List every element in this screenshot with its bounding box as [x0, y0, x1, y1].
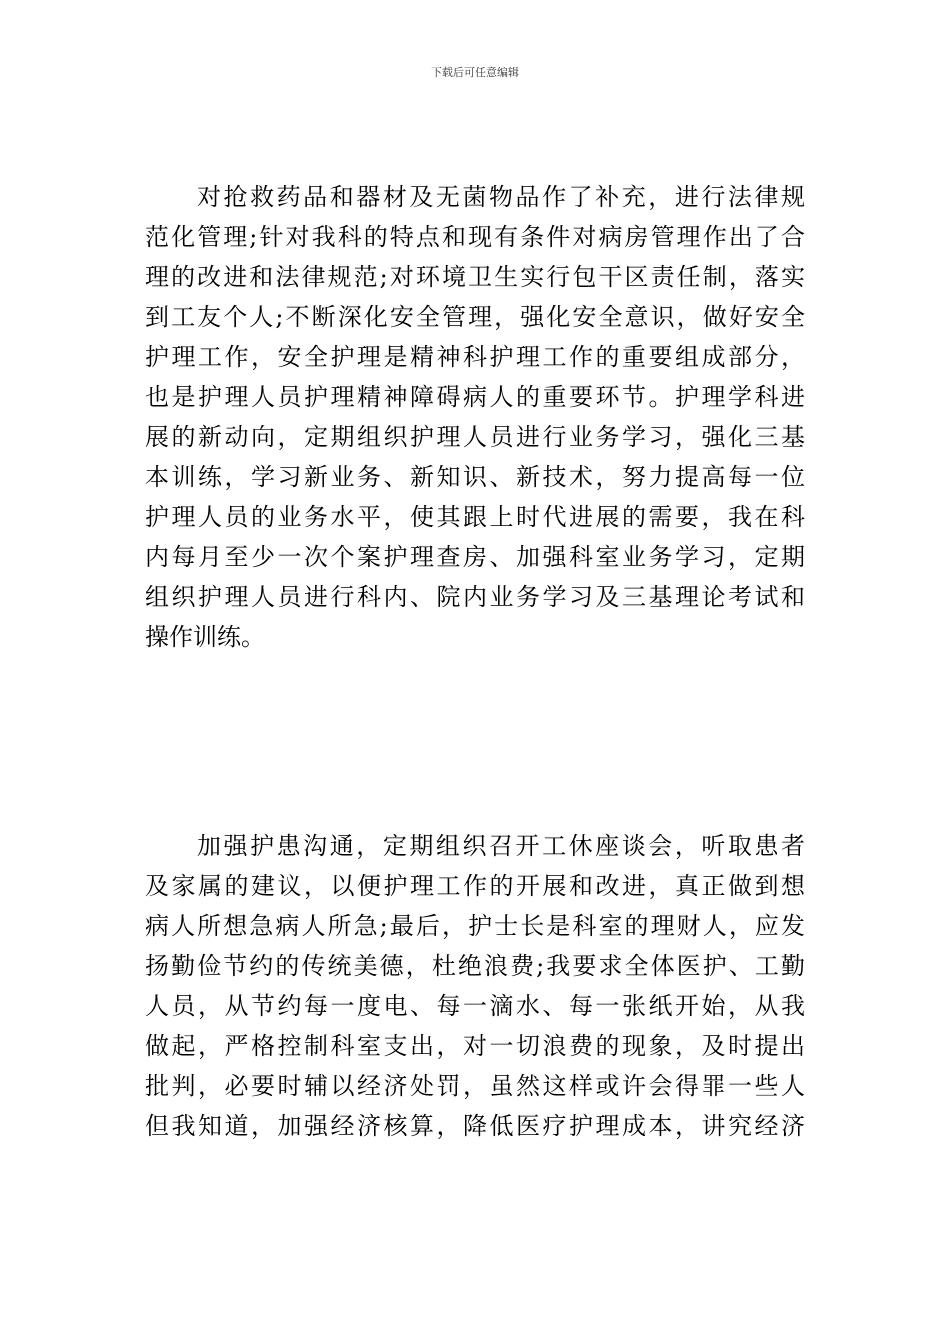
text-line: 做起，严格控制科室支出，对一切浪费的现象，及时提出 — [145, 1032, 805, 1060]
text-line: 对抢救药品和器材及无菌物品作了补充，进行法律规 — [197, 183, 805, 211]
text-line: 到工友个人;不断深化安全管理，强化安全意识，做好安全 — [145, 303, 805, 331]
text-line: 病人所想急病人所急;最后，护士长是科室的理财人，应发 — [145, 912, 805, 940]
text-line: 范化管理;针对我科的特点和现有条件对病房管理作出了合 — [145, 223, 805, 251]
text-line: 也是护理人员护理精神障碍病人的重要环节。护理学科进 — [145, 383, 805, 411]
text-line: 理的改进和法律规范;对环境卫生实行包干区责任制，落实 — [145, 263, 805, 291]
text-line: 但我知道，加强经济核算，降低医疗护理成本，讲究经济 — [145, 1112, 805, 1140]
text-line: 护理工作，安全护理是精神科护理工作的重要组成部分， — [145, 343, 805, 371]
body-paragraph — [145, 177, 805, 657]
text-line: 操作训练。 — [145, 623, 265, 651]
text-line: 扬勤俭节约的传统美德，杜绝浪费;我要求全体医护、工勤 — [145, 952, 805, 980]
body-paragraph — [145, 826, 805, 1146]
text-line: 批判，必要时辅以经济处罚，虽然这样或许会得罪一些人 — [145, 1072, 805, 1100]
text-line: 展的新动向，定期组织护理人员进行业务学习，强化三基 — [145, 423, 805, 451]
text-line: 内每月至少一次个案护理查房、加强科室业务学习，定期 — [145, 543, 805, 571]
text-line: 人员，从节约每一度电、每一滴水、每一张纸开始，从我 — [145, 992, 805, 1020]
text-line: 加强护患沟通，定期组织召开工休座谈会，听取患者 — [197, 832, 805, 860]
text-line: 组织护理人员进行科内、院内业务学习及三基理论考试和 — [145, 583, 805, 611]
text-line: 及家属的建议，以便护理工作的开展和改进，真正做到想 — [145, 872, 805, 900]
text-line: 本训练，学习新业务、新知识、新技术，努力提高每一位 — [145, 463, 805, 491]
page-header: 下载后可任意编辑 — [431, 66, 519, 79]
text-line: 护理人员的业务水平，使其跟上时代进展的需要，我在科 — [145, 503, 805, 531]
